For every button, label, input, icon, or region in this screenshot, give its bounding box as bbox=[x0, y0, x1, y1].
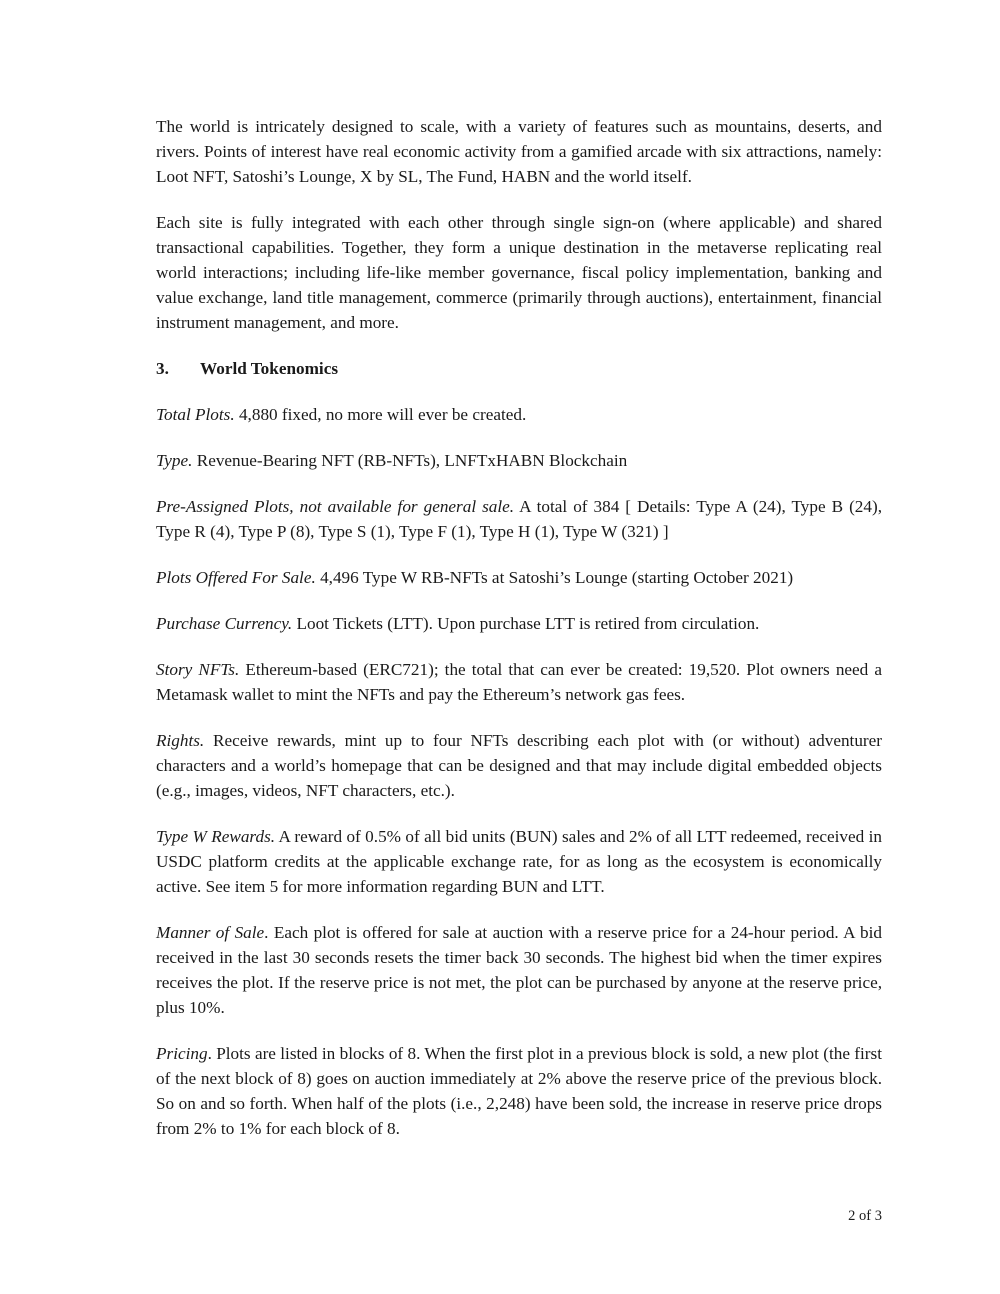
item-text: Loot Tickets (LTT). Upon purchase LTT is retired from circulation. bbox=[292, 614, 760, 633]
section-number: 3. bbox=[156, 359, 169, 378]
item-term: Rights. bbox=[156, 731, 205, 750]
item-term: Type. bbox=[156, 451, 193, 470]
item-term: Pricing bbox=[156, 1044, 208, 1063]
item-rights bbox=[156, 728, 882, 803]
item-text: 4,880 fixed, no more will ever be created. bbox=[234, 405, 527, 424]
item-text: Receive rewards, mint up to four NFTs describing each plot with (or without) adventurer characters and a world’s homepage that can be designed and that may include digital embedded objects (e.g., images, videos, NFT characters, etc.). bbox=[156, 731, 882, 800]
item-type-w-rewards bbox=[156, 824, 882, 899]
item-plots-offered bbox=[156, 565, 882, 590]
item-term: Purchase Currency. bbox=[156, 614, 293, 633]
item-text: . Each plot is offered for sale at auction with a reserve price for a 24-hour period. A bid received in the last 30 seconds resets the timer back 30 seconds. The highest bid when the timer expires receives the plot. If the reserve price is not met, the plot can be purchased by anyone at the reserve price, plus 10%. bbox=[156, 923, 882, 1017]
section-heading bbox=[156, 356, 882, 381]
item-text: Revenue-Bearing NFT (RB-NFTs), LNFTxHABN Blockchain bbox=[192, 451, 628, 470]
item-total-plots bbox=[156, 402, 882, 427]
item-manner-of-sale bbox=[156, 920, 882, 1020]
item-term: Total Plots. bbox=[156, 405, 235, 424]
item-term: Manner of Sale bbox=[156, 923, 265, 942]
item-pre-assigned-plots bbox=[156, 494, 882, 544]
item-type bbox=[156, 448, 882, 473]
item-text: A reward of 0.5% of all bid units (BUN) sales and 2% of all LTT redeemed, received in USDC platform credits at the applicable exchange rate, for as long as the ecosystem is economically active. See item 5 for more information regarding BUN and LTT. bbox=[156, 827, 883, 896]
item-term: Type W Rewards. bbox=[156, 827, 276, 846]
page-number: 2 of 3 bbox=[848, 1208, 882, 1224]
item-term: Plots Offered For Sale. bbox=[156, 568, 316, 587]
section-title: World Tokenomics bbox=[200, 359, 339, 378]
intro-paragraph-1: The world is intricately designed to scale, with a variety of features such as mountains, deserts, and rivers. Points of interest have real economic activity from a gamified arcade with six attractions, namely: Loot NFT, Satoshi’s Lounge, X by SL, The Fund, HABN and the world itself. bbox=[156, 117, 882, 186]
item-pricing bbox=[156, 1041, 882, 1141]
item-purchase-currency bbox=[156, 611, 882, 636]
item-term: Pre-Assigned Plots, not available for general sale. bbox=[156, 497, 515, 516]
intro-paragraph-2: Each site is fully integrated with each other through single sign-on (where applicable) and shared transactional capabilities. Together, they form a unique destination in the metaverse replicating real world interactions; including life-like member governance, fiscal policy implementation, banking and value exchange, land title management, commerce (primarily through auctions), entertainment, financial instrument management, and more. bbox=[156, 213, 882, 332]
document-page bbox=[156, 114, 882, 1141]
item-term: Story NFTs. bbox=[156, 660, 240, 679]
item-text: . Plots are listed in blocks of 8. When the first plot in a previous block is sold, a new plot (the first of the next block of 8) goes on auction immediately at 2% above the reserve price of the previous block. So on and so forth. When half of the plots (i.e., 2,248) have been sold, the increase in reserve price drops from 2% to 1% for each block of 8. bbox=[156, 1044, 882, 1138]
item-text: Ethereum-based (ERC721); the total that can ever be created: 19,520. Plot owners need a Metamask wallet to mint the NFTs and pay the Ethereum’s network gas fees. bbox=[156, 660, 882, 704]
item-text: 4,496 Type W RB-NFTs at Satoshi’s Lounge (starting October 2021) bbox=[315, 568, 794, 587]
item-text: A total of 384 [ Details: Type A (24), Type B (24), Type R (4), Type P (8), Type S (1), Type F (1), Type H (1), Type W (321) ] bbox=[156, 497, 882, 541]
item-story-nfts bbox=[156, 657, 882, 707]
